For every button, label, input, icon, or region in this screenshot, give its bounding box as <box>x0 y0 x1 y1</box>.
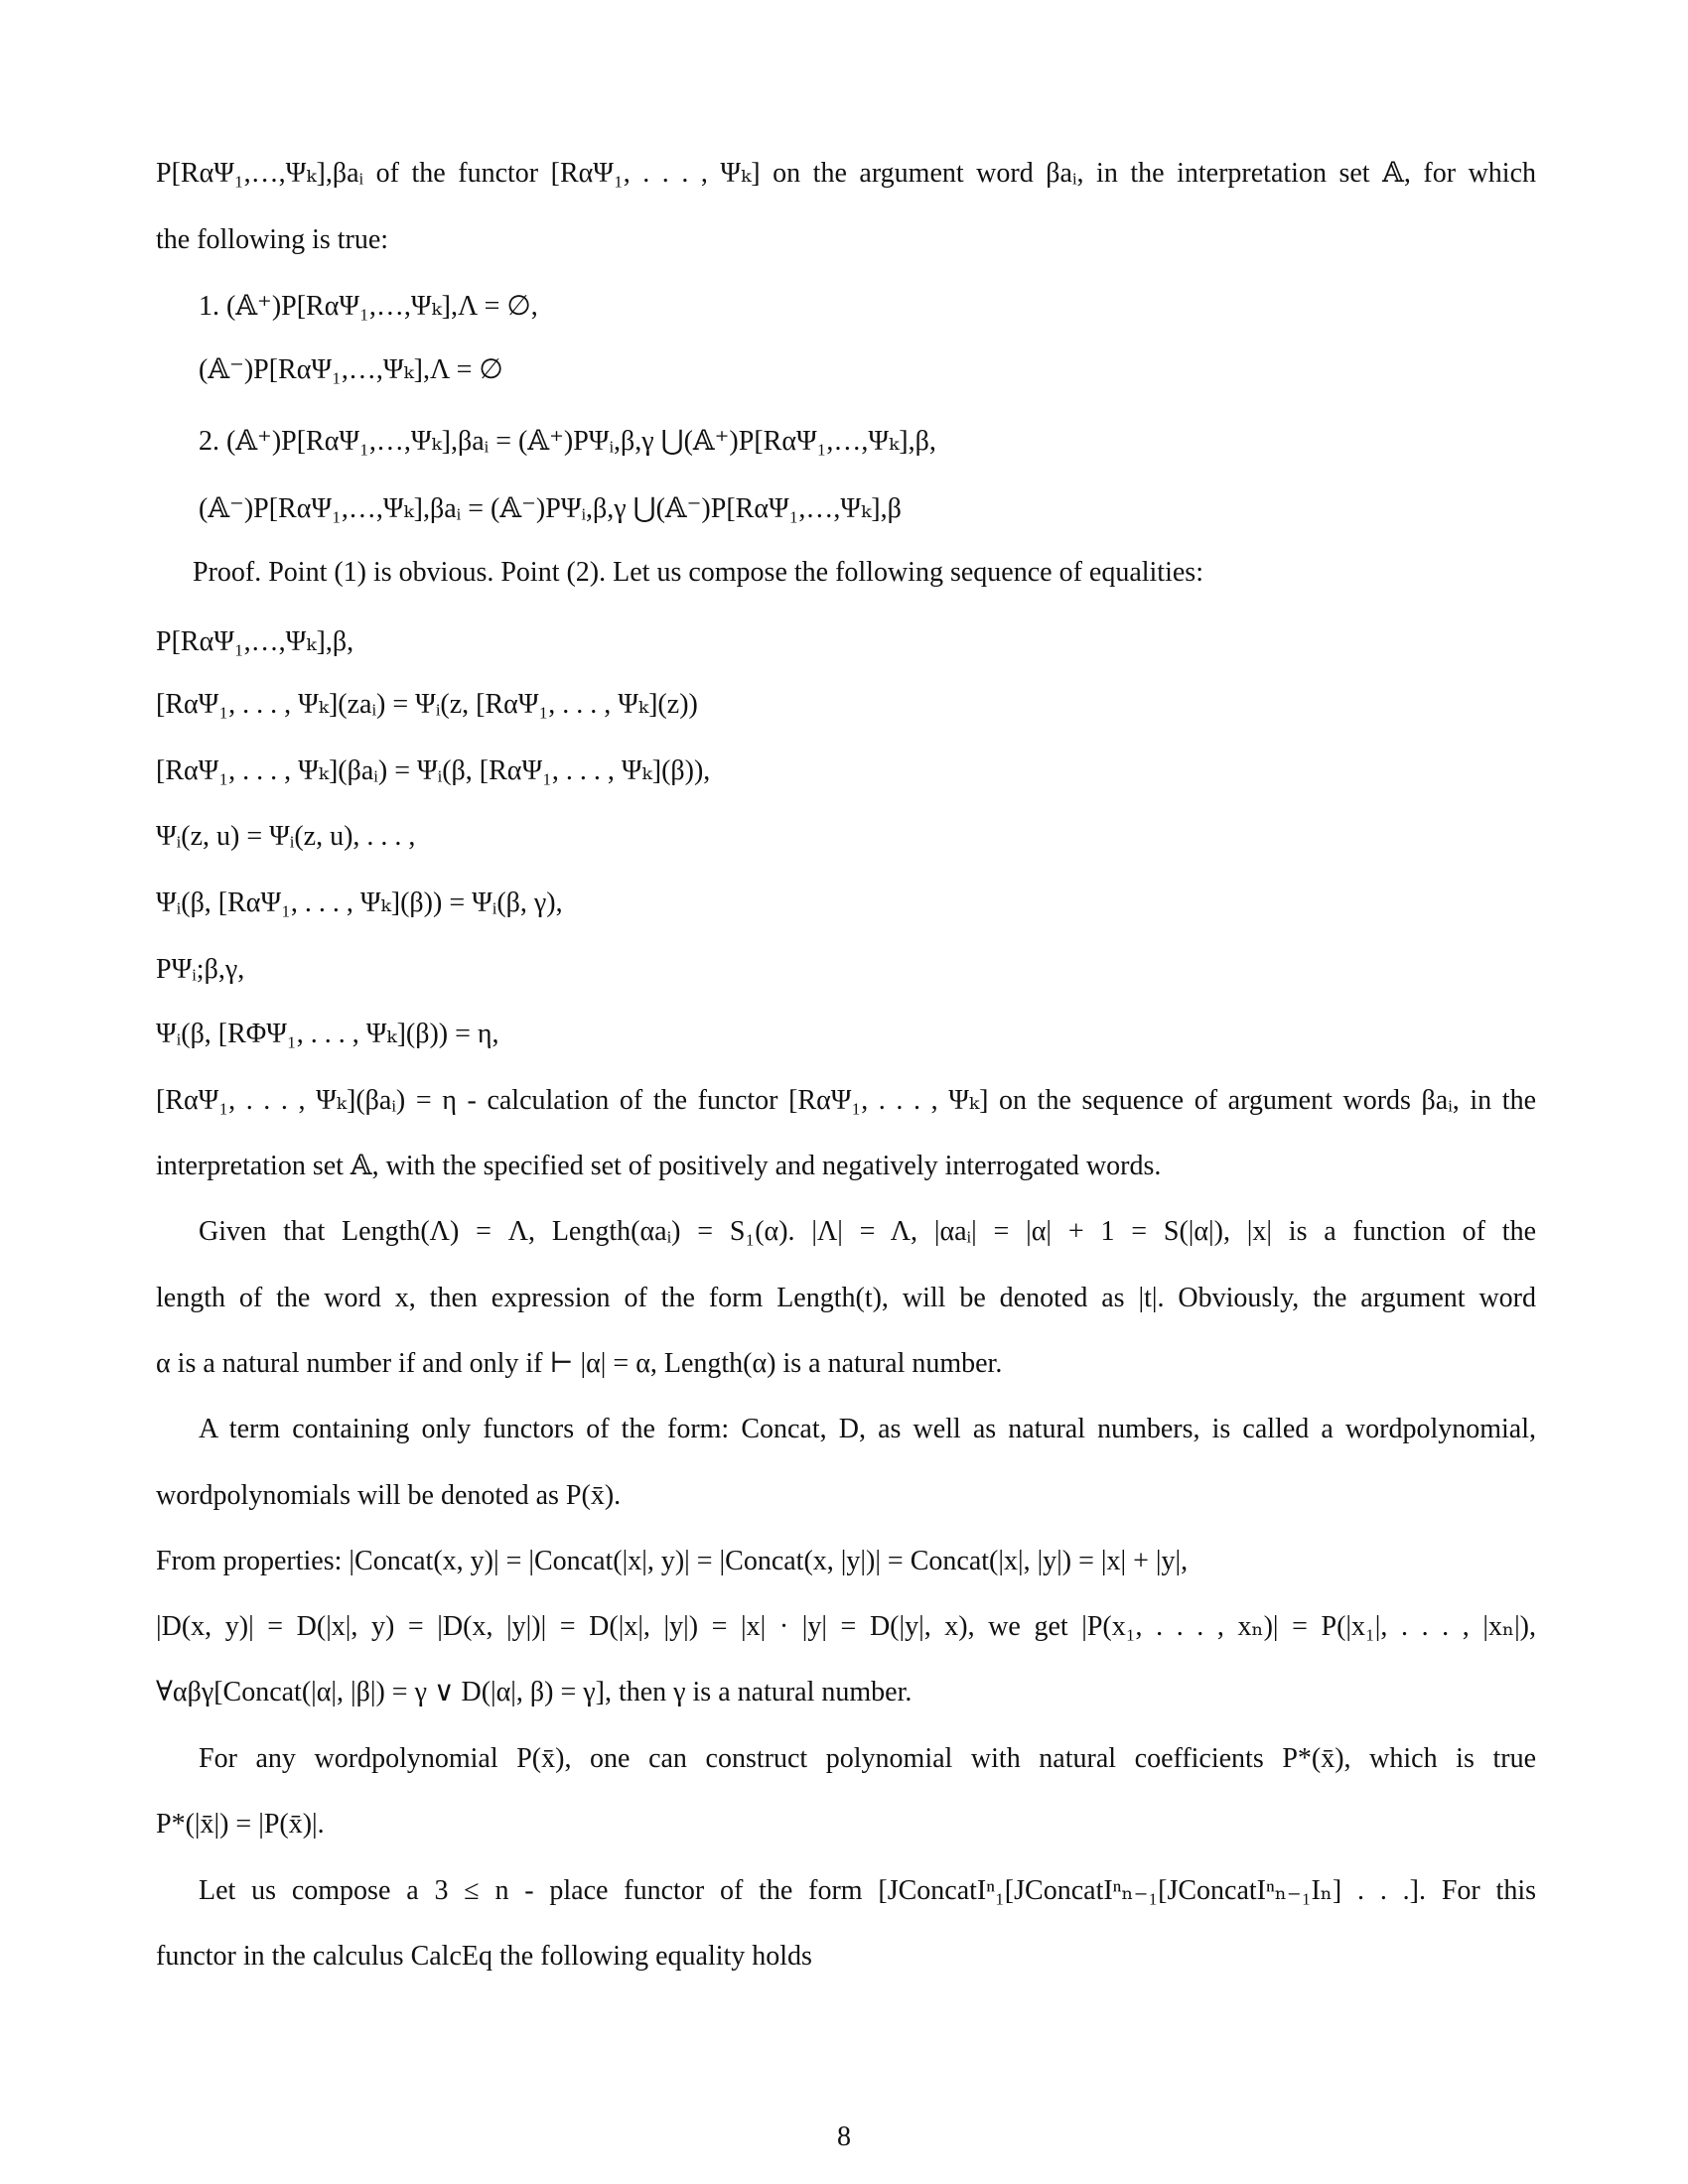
proof-line: Proof. Point (1) is obvious. Point (2). Let us compose the following sequence of equalities: <box>193 557 1203 588</box>
text-line: ∀αβγ[Concat(|α|, |β|) = γ ∨ D(|α|, β) = γ], then γ is a natural number. <box>156 1677 913 1707</box>
text-line: A term containing only functors of the form: Concat, D, as well as natural numbers, is called a wordpolynomial, <box>199 1414 1536 1444</box>
text-line: [RαΨ₁, . . . , Ψₖ](βaᵢ) = η - calculation of the functor [RαΨ₁, . . . , Ψₖ] on the sequence of argument words βaᵢ, in the <box>156 1085 1536 1116</box>
text-line: Given that Length(Λ) = Λ, Length(αaᵢ) = S₁(α). |Λ| = Λ, |αaᵢ| = |α| + 1 = S(|α|), |x| is a function of the <box>199 1216 1536 1247</box>
text-line: α is a natural number if and only if ⊢ |α| = α, Length(α) is a natural number. <box>156 1348 1003 1379</box>
equation-line: 2. (𝔸⁺)P[RαΨ₁,…,Ψₖ],βaᵢ = (𝔸⁺)PΨᵢ,β,γ ⋃(𝔸⁺)P[RαΨ₁,…,Ψₖ],β, <box>199 426 936 457</box>
equation-line: Ψᵢ(z, u) = Ψᵢ(z, u), . . . , <box>156 821 416 852</box>
equation-line: 1. (𝔸⁺)P[RαΨ₁,…,Ψₖ],Λ = ∅, <box>199 291 538 322</box>
text-line: Let us compose a 3 ≤ n - place functor of the form [JConcatIⁿ₁[JConcatIⁿₙ₋₁[JConcatIⁿₙ₋₁Iₙ] . . .]. For this <box>199 1875 1536 1906</box>
equation-line: PΨᵢ;β,γ, <box>156 954 245 985</box>
equation-line: P[RαΨ₁,…,Ψₖ],β, <box>156 626 354 657</box>
page-number: 8 <box>837 2121 851 2152</box>
equation-line: Ψᵢ(β, [RαΨ₁, . . . , Ψₖ](β)) = Ψᵢ(β, γ), <box>156 887 563 918</box>
text-line: wordpolynomials will be denoted as P(x̄). <box>156 1480 622 1511</box>
text-line: the following is true: <box>156 224 389 255</box>
text-line: For any wordpolynomial P(x̄), one can construct polynomial with natural coefficients P*(x̄), which is true <box>199 1743 1536 1774</box>
text-line: P*(|x̄|) = |P(x̄)|. <box>156 1809 325 1840</box>
text-line: functor in the calculus CalcEq the following equality holds <box>156 1941 812 1972</box>
text-line: From properties: |Concat(x, y)| = |Concat(|x|, y)| = |Concat(x, |y|)| = Concat(|x|, |y|) = |x| + |y|, <box>156 1546 1189 1576</box>
text-line: P[RαΨ₁,…,Ψₖ],βaᵢ of the functor [RαΨ₁, . . . , Ψₖ] on the argument word βaᵢ, in the interpretation set 𝔸, for which <box>156 158 1536 189</box>
equation-line: [RαΨ₁, . . . , Ψₖ](zaᵢ) = Ψᵢ(z, [RαΨ₁, . . . , Ψₖ](z)) <box>156 689 698 720</box>
equation-line: [RαΨ₁, . . . , Ψₖ](βaᵢ) = Ψᵢ(β, [RαΨ₁, . . . , Ψₖ](β)), <box>156 755 711 786</box>
text-line: interpretation set 𝔸, with the specified set of positively and negatively interrogated words. <box>156 1151 1162 1181</box>
equation-line: (𝔸⁻)P[RαΨ₁,…,Ψₖ],βaᵢ = (𝔸⁻)PΨᵢ,β,γ ⋃(𝔸⁻)P[RαΨ₁,…,Ψₖ],β <box>199 493 902 524</box>
equation-line: (𝔸⁻)P[RαΨ₁,…,Ψₖ],Λ = ∅ <box>199 354 503 385</box>
text-line: |D(x, y)| = D(|x|, y) = |D(x, |y|)| = D(|x|, |y|) = |x| · |y| = D(|y|, x), we get |P(x₁, . . . , xₙ)| = P(|x₁|, . . . , |xₙ|), <box>156 1611 1536 1642</box>
text-line: length of the word x, then expression of the form Length(t), will be denoted as |t|. Obviously, the argument word <box>156 1283 1536 1313</box>
equation-line: Ψᵢ(β, [RΦΨ₁, . . . , Ψₖ](β)) = η, <box>156 1019 499 1049</box>
